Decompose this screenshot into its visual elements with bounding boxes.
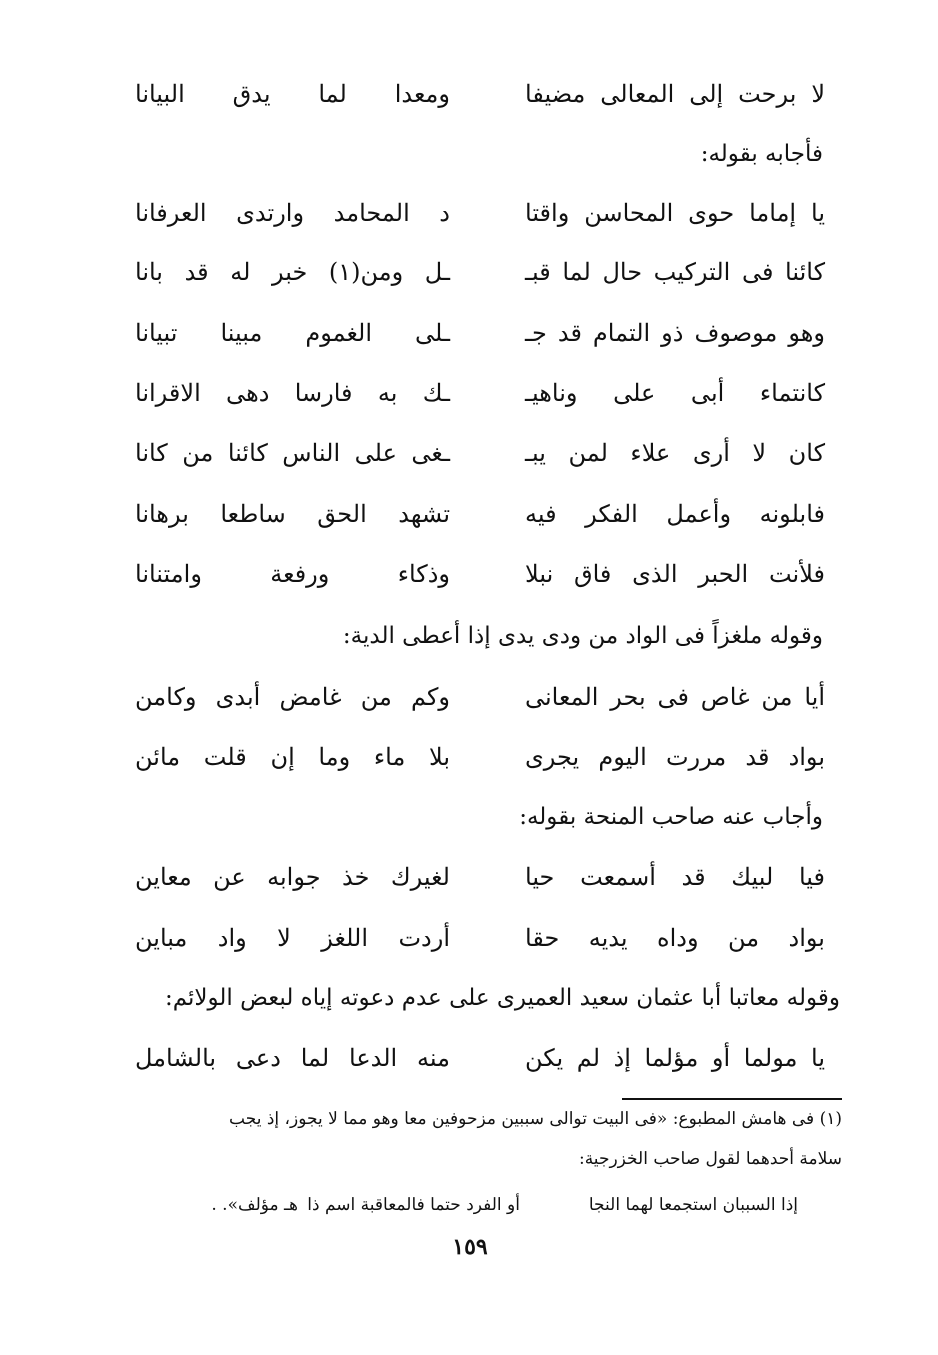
intro-paragraph: وقوله معاتبا أبا عثمان سعيد العميرى على عدم دعوته إياه لبعض الولائم: (164, 985, 840, 1011)
verse-line (135, 857, 825, 897)
verse-left-hemistich: ـغى على الناس كائنا من كانا (135, 439, 450, 467)
verse-line (135, 677, 825, 717)
verse-left-hemistich: تشهد الحق ساطعا برهانا (135, 500, 450, 528)
footnote-end: هـ مؤلف». . (211, 1195, 298, 1215)
verse-right-hemistich: يا إماما حوى المحاسن واقتا (525, 199, 825, 227)
verse-right-hemistich: كائنا فى التركيب حال لما قبـ (525, 258, 825, 286)
footnote-verse-left: أو الفرد حتما فالمعاقبة اسم ذا (307, 1195, 520, 1215)
verse-right-hemistich: وهو موصوف ذو التمام قد جـ (525, 319, 825, 347)
verse-left-hemistich: ومعدا لما يدق البيانا (135, 80, 450, 108)
verse-line (135, 193, 825, 233)
verse-left-hemistich: أردت اللغز لا واد مباين (135, 924, 450, 952)
verse-right-hemistich: بواد قد مررت اليوم يجرى (525, 743, 825, 771)
verse-right-hemistich: لا برحت إلى المعالى مضيفا (525, 80, 825, 108)
verse-right-hemistich: أيا من غاص فى بحر المعانى (525, 683, 825, 711)
verse-left-hemistich: بلا ماء وما إن قلت مائن (135, 743, 450, 771)
verse-right-hemistich: فيا لبيك قد أسمعت حيا (525, 863, 825, 891)
verse-left-hemistich: ـك به فارسا دهى الاقرانا (135, 379, 450, 407)
verse-left-hemistich: لغيرك خذ جوابه عن معاين (135, 863, 450, 891)
verse-right-hemistich: كانتماء أبى على وناهيـ (525, 379, 825, 407)
verse-right-hemistich: بواد من وداه يديه حقا (525, 924, 825, 952)
verse-right-hemistich: فلأنت الحبر الذى فاق نبلا (525, 560, 825, 588)
page-number: ١٥٩ (452, 1234, 488, 1260)
verse-line (135, 313, 825, 353)
intro-paragraph: فأجابه بقوله: (700, 141, 823, 167)
verse-left-hemistich: منه الدعا لما دعى بالشامل (135, 1044, 450, 1072)
verse-line (135, 554, 825, 594)
verse-line (135, 737, 825, 777)
intro-paragraph: وأجاب عنه صاحب المنحة بقوله: (519, 804, 823, 830)
verse-line (135, 918, 825, 958)
verse-line (135, 373, 825, 413)
verse-left-hemistich: د المحامد وارتدى العرفانا (135, 199, 450, 227)
footnote-line: (١) فى هامش المطبوع: «فى البيت توالى سببين مزحوفين معا وهو مما لا يجوز، إذ يجب (229, 1109, 842, 1129)
verse-line (135, 252, 825, 292)
verse-line (135, 74, 825, 114)
verse-left-hemistich: وكم من غامض أبدى وكامن (135, 683, 450, 711)
verse-left-hemistich: ـل ومن(١) خبر له قد بانا (135, 258, 450, 286)
verse-line (135, 1038, 825, 1078)
intro-paragraph: وقوله ملغزاً فى الواد من ودى يدى إذا أعطى الدية: (342, 623, 823, 649)
footnote-verse-right: إذا السببان استجمعا لهما النجا (588, 1195, 798, 1215)
verse-right-hemistich: كان لا أرى علاء لمن يبـ (525, 439, 825, 467)
verse-left-hemistich: ـلى الغموم مبينا تبيانا (135, 319, 450, 347)
verse-line (135, 433, 825, 473)
verse-right-hemistich: فابلونه وأعمل الفكر فيه (525, 500, 825, 528)
verse-right-hemistich: يا مولما أو مؤلما إذ لم يكن (525, 1044, 825, 1072)
verse-left-hemistich: وذكاء ورفعة وامتنانا (135, 560, 450, 588)
verse-line (135, 494, 825, 534)
footnote-line: سلامة أحدهما لقول صاحب الخزرجية: (578, 1149, 842, 1169)
footnote-separator (622, 1098, 842, 1100)
